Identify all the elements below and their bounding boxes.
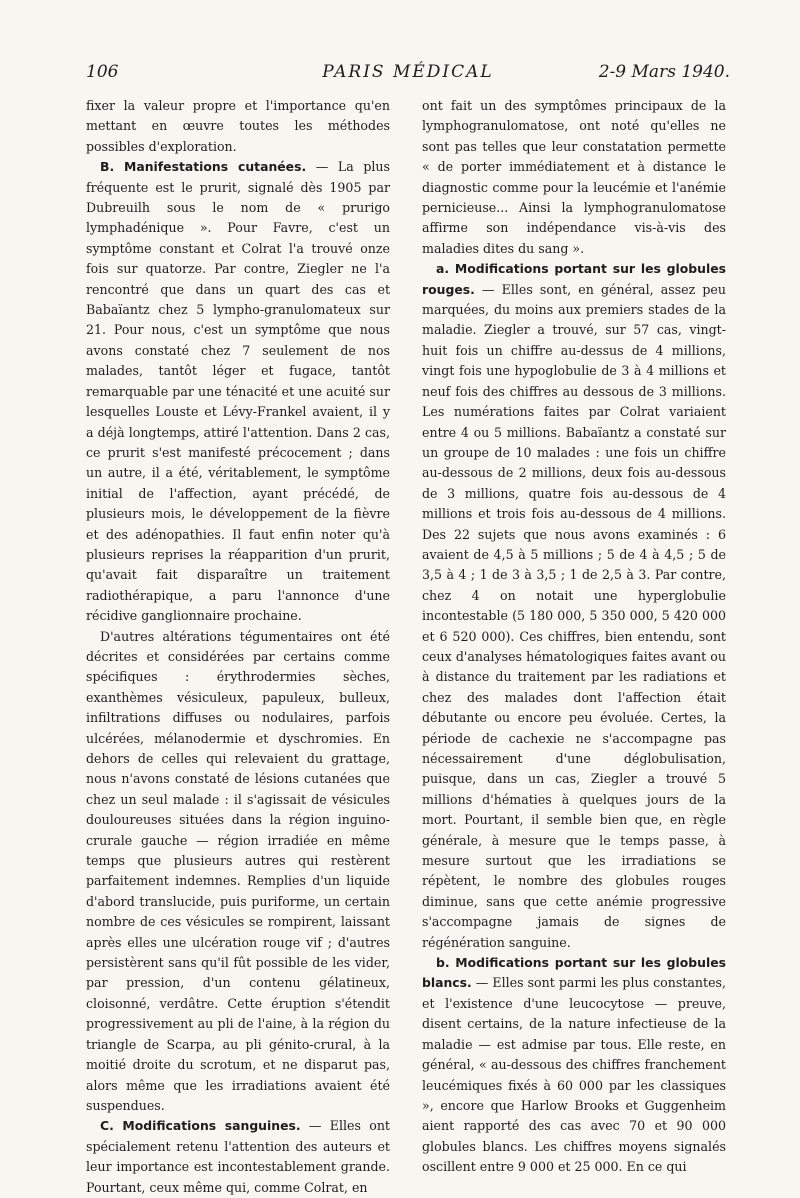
paragraph-text: — Elles sont, en général, assez peu marquées, du moins aux premiers stades de la maladie. Ziegler a trouvé, sur 57 cas, vingt-huit fois un chiffre au-dessus de 4 millions, vingt fois une hypoglobulie de 3 à 4 millions et neuf fois des chiffres au dessous de 3 millions. Les numérations faites par Colrat variaient entre 4 ou 5 millions. Babaïantz a constaté sur un groupe de 10 malades : une fois un chiffre au-dessous de 2 millions, deux fois au-dessous de 3 millions, quatre fois au-dessous de 4 millions et trois fois au-dessous de 4 millions. Des 22 sujets que nous avons examinés : 6 avaient de 4,5 à 5 millions ; 5 de 4 à 4,5 ; 5 de 3,5 à 4 ; 1 de 3 à 3,5 ; 1 de 2,5 à 3. Par contre, chez 4 on notait une hyperglobulie incontestable (5 180 000, 5 350 000, 5 420 000 et 6 520 000). Ces chiffres, bien entendu, sont ceux d'analyses hématologiques faites avant ou à distance du traitement par les radiations et chez des malades dont l'affection était débutante ou encore peu évoluée. Certes, la période de cachexie ne s'accompagne pas nécessairement d'une déglobulisation, puisque, dans un cas, Ziegler a trouvé 5 millions d'hématies à quelques jours de la mort. Pourtant, il semble bien que, en règle générale, à mesure que le temps passe, à mesure surtout que les irradiations se répètent, le nombre des globules rouges diminue, sans que cette anémie progressive s'accompagne jamais de signes de régénération sanguine. <box>422 281 726 950</box>
section-paragraph <box>86 1116 390 1198</box>
section-heading: a. Modifications portant sur les globules rouges. <box>422 261 726 297</box>
section-paragraph <box>86 157 390 626</box>
paragraph-text: — Elles ont spécialement retenu l'attention des auteurs et leur importance est incontestablement grande. Pourtant, ceux même qui, comme Colrat, en <box>86 1118 390 1195</box>
section-paragraph <box>422 953 726 1177</box>
section-heading: b. Modifications portant sur les globules blancs. <box>422 955 726 991</box>
section-heading: C. Modifications sanguines. <box>100 1118 301 1134</box>
section-heading: B. Manifestations cutanées. <box>100 159 307 175</box>
paragraph: fixer la valeur propre et l'importance qu'en mettant en œuvre toutes les méthodes possibles d'exploration. <box>86 98 390 154</box>
journal-title: PARIS MÉDICAL <box>322 62 494 82</box>
paragraph-text: — La plus fréquente est le prurit, signalé dès 1905 par Dubreuilh sous le nom de « prurigo lymphadénique ». Pour Favre, c'est un symptôme constant et Colrat l'a trouvé onze fois sur quatorze. Par contre, Ziegler ne l'a rencontré que dans un quart des cas et Babaïantz chez 5 lympho-granulomateux sur 21. Pour nous, c'est un symptôme que nous avons constaté chez 7 seulement de nos malades, tantôt léger et fugace, tantôt remarquable par une ténacité et une acuité sur lesquelles Louste et Lévy-Frankel avaient, il y a déjà longtemps, attiré l'attention. Dans 2 cas, ce prurit s'est manifesté précocement ; dans un autre, il a été, véritablement, le symptôme initial de l'affection, ayant précédé, de plusieurs mois, le développement de la fièvre et des adénopathies. Il faut enfin noter qu'à plusieurs reprises la réapparition d'un prurit, qu'avait fait disparaître un traitement radiothérapique, a paru l'annonce d'une récidive ganglionnaire prochaine. <box>86 159 390 624</box>
paragraph: D'autres altérations tégumentaires ont été décrites et considérées par certains comme spécifiques : érythrodermies sèches, exanthèmes vésiculeux, papuleux, bulleux, infiltrations diffuses ou nodulaires, parfois ulcérées, mélanodermie et dyschromies. En dehors de celles qui relevaient du grattage, nous n'avons constaté de lésions cutanées que chez un seul malade : il s'agissait de vésicules douloureuses situées dans la région inguino-crurale gauche — région irradiée en même temps que plusieurs autres qui restèrent parfaitement indemnes. Remplies d'un liquide d'abord translucide, puis puriforme, un certain nombre de ces vésicules se rompirent, laissant après elles une ulcération rouge vif ; d'autres persistèrent sans qu'il fût possible de les vider, par pression, d'un contenu gélatineux, cloisonné, verdâtre. Cette éruption s'étendit progressivement au pli de l'aine, à la région du triangle de Scarpa, au pli génito-crural, à la moitié droite du scrotum, et ne disparut pas, alors même que les irradiations avaient été suspendues. <box>86 628 390 1113</box>
paragraph: ont fait un des symptômes principaux de la lymphogranulomatose, ont noté qu'elles ne sont pas telles que leur constatation permette « de porter immédiatement et à distance le diagnostic comme pour la leucémie et l'anémie pernicieuse... Ainsi la lymphogranulomatose affirme son indépendance vis-à-vis des maladies dites du sang ». <box>422 98 726 256</box>
page-number: 106 <box>86 62 119 82</box>
right-column <box>422 96 726 1178</box>
issue-date: 2-9 Mars 1940. <box>598 62 730 82</box>
section-paragraph <box>422 259 726 953</box>
left-column <box>86 96 390 1198</box>
paragraph-text: — Elles sont parmi les plus constantes, et l'existence d'une leucocytose — preuve, disent certains, de la nature infectieuse de la maladie — est admise par tous. Elle reste, en général, « au-dessous des chiffres franchement leucémiques fixés à 60 000 par les classiques », encore que Harlow Brooks et Guggenheim aient rapporté des cas avec 70 et 90 000 globules blancs. Les chiffres moyens signalés oscillent entre 9 000 et 25 000. En ce qui <box>422 975 726 1175</box>
page-header <box>86 62 730 88</box>
